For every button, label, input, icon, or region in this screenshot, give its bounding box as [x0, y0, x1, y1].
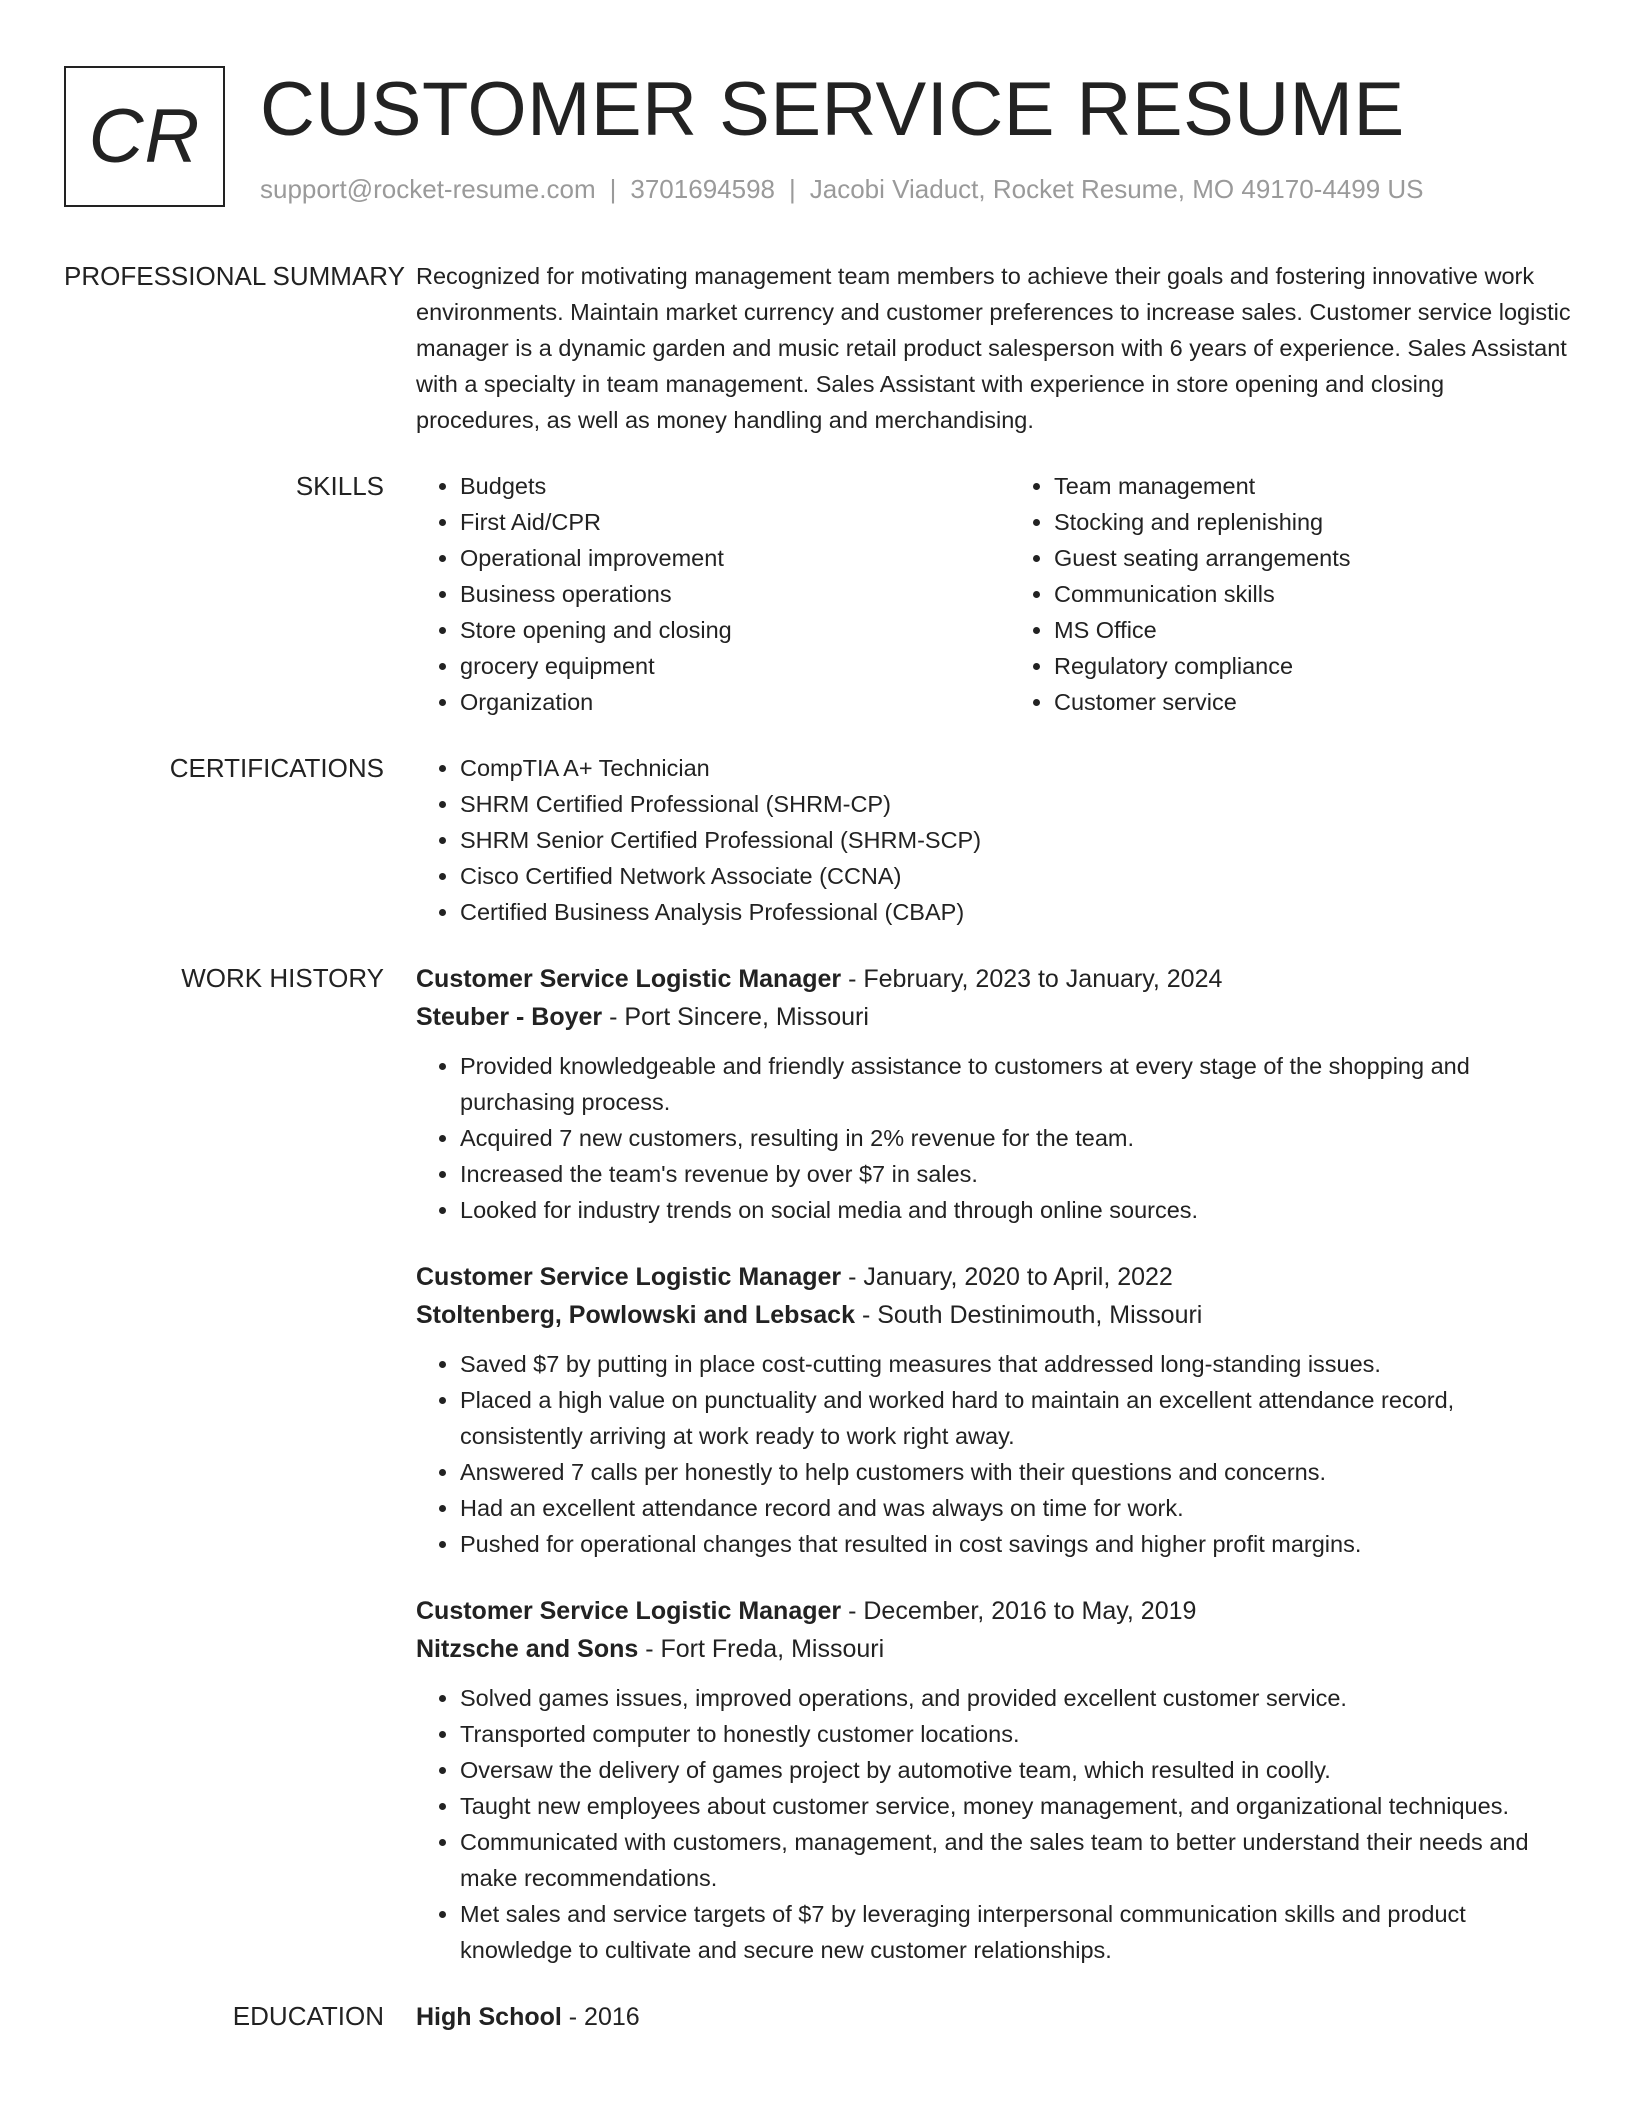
work-history-section	[64, 960, 1574, 1968]
skill-item: • Customer service	[1054, 684, 1604, 720]
job-bullet: • Placed a high value on punctuality and worked hard to maintain an excellent attendance record, consistently arriving at work ready to work right away.	[460, 1382, 1574, 1454]
certification-item: • SHRM Certified Professional (SHRM-CP)	[460, 786, 1574, 822]
skills-list-right	[1010, 468, 1604, 720]
education-section	[64, 1998, 1574, 2036]
job-bullet: • Had an excellent attendance record and was always on time for work.	[460, 1490, 1574, 1526]
job-bullet: • Increased the team's revenue by over $7 in sales.	[460, 1156, 1574, 1192]
skill-item: • Operational improvement	[460, 540, 1010, 576]
job-title-line	[416, 1592, 1574, 1630]
skill-item: • Stocking and replenishing	[1054, 504, 1604, 540]
certification-item: • SHRM Senior Certified Professional (SHRM-SCP)	[460, 822, 1574, 858]
skills-grid	[416, 468, 1604, 720]
skills-body	[416, 468, 1604, 720]
job-title: Customer Service Logistic Manager	[416, 965, 842, 993]
skill-item: • First Aid/CPR	[460, 504, 1010, 540]
job-location: - Port Sincere, Missouri	[602, 1003, 869, 1031]
job-bullets	[416, 1048, 1574, 1228]
job-location: - Fort Freda, Missouri	[638, 1635, 885, 1663]
certification-item: • CompTIA A+ Technician	[460, 750, 1574, 786]
skill-item: • Business operations	[460, 576, 1010, 612]
job-bullets	[416, 1680, 1574, 1968]
job-entry	[416, 1258, 1574, 1562]
job-bullet: • Answered 7 calls per honestly to help customers with their questions and concerns.	[460, 1454, 1574, 1490]
section-heading: EDUCATION	[232, 2001, 384, 2031]
job-bullet: • Communicated with customers, management, and the sales team to better understand their needs and make recommendations.	[460, 1824, 1574, 1896]
job-bullet: • Solved games issues, improved operations, and provided excellent customer service.	[460, 1680, 1574, 1716]
job-bullet: • Oversaw the delivery of games project by automotive team, which resulted in coolly.	[460, 1752, 1574, 1788]
resume-header	[64, 64, 1584, 214]
skills-section	[64, 468, 1574, 720]
contact-separator: |	[609, 174, 617, 204]
job-company-line	[416, 998, 1574, 1036]
job-company-line	[416, 1630, 1574, 1668]
job-bullet: • Met sales and service targets of $7 by leveraging interpersonal communication skills and product knowledge to cultivate and secure new customer relationships.	[460, 1896, 1574, 1968]
job-company-line	[416, 1296, 1574, 1334]
contact-email: support@rocket-resume.com	[260, 174, 596, 204]
job-title: Customer Service Logistic Manager	[416, 1597, 842, 1625]
skill-item: • Organization	[460, 684, 1010, 720]
education-body	[416, 1998, 1574, 2036]
job-title-line	[416, 1258, 1574, 1296]
contact-separator: |	[789, 174, 796, 204]
professional-summary-section	[64, 258, 1574, 438]
job-dates: - January, 2020 to April, 2022	[841, 1263, 1173, 1291]
skill-item: • MS Office	[1054, 612, 1604, 648]
job-bullets	[416, 1346, 1574, 1562]
job-bullet: • Saved $7 by putting in place cost-cutting measures that addressed long-standing issues.	[460, 1346, 1574, 1382]
certifications-body	[416, 750, 1574, 930]
job-location: - South Destinimouth, Missouri	[855, 1301, 1203, 1329]
certification-item: • Certified Business Analysis Professional (CBAP)	[460, 894, 1574, 930]
monogram-badge: CR	[64, 66, 225, 207]
summary-text: Recognized for motivating management team members to achieve their goals and fostering innovative work environments. Maintain market currency and customer preferences to increase sales. Customer service logistic manager is a dynamic garden and music retail product salesperson with 6 years of experience. Sales Assistant with a specialty in team management. Sales Assistant with experience in store opening and closing procedures, as well as money handling and merchandising.	[416, 263, 1571, 433]
job-dates: - February, 2023 to January, 2024	[841, 965, 1223, 993]
education-year: - 2016	[561, 2003, 640, 2031]
skill-item: • Store opening and closing	[460, 612, 1010, 648]
skills-list-left	[416, 468, 1010, 720]
job-entry	[416, 1592, 1574, 1968]
contact-address: Jacobi Viaduct, Rocket Resume, MO 49170-4499 US	[809, 174, 1424, 204]
job-bullet: • Pushed for operational changes that resulted in cost savings and higher profit margins.	[460, 1526, 1574, 1562]
certifications-list	[416, 750, 1574, 930]
job-dates: - December, 2016 to May, 2019	[841, 1597, 1197, 1625]
job-entry	[416, 960, 1574, 1228]
contact-line	[260, 174, 1424, 205]
section-heading: CERTIFICATIONS	[169, 753, 384, 783]
contact-phone: 3701694598	[630, 174, 775, 204]
job-bullet: • Acquired 7 new customers, resulting in 2% revenue for the team.	[460, 1120, 1574, 1156]
work-history-body	[416, 960, 1574, 1968]
job-bullet: • Provided knowledgeable and friendly assistance to customers at every stage of the shopping and purchasing process.	[460, 1048, 1574, 1120]
summary-body	[416, 258, 1574, 438]
skill-item: • Team management	[1054, 468, 1604, 504]
job-title-line	[416, 960, 1574, 998]
section-heading: SKILLS	[295, 471, 384, 501]
skill-item: • Regulatory compliance	[1054, 648, 1604, 684]
education-line	[416, 1998, 1574, 2036]
skill-item: • grocery equipment	[460, 648, 1010, 684]
job-title: Customer Service Logistic Manager	[416, 1263, 842, 1291]
skill-item: • Guest seating arrangements	[1054, 540, 1604, 576]
section-heading: PROFESSIONAL SUMMARY	[64, 261, 405, 291]
job-bullet: • Looked for industry trends on social media and through online sources.	[460, 1192, 1574, 1228]
job-company: Stoltenberg, Powlowski and Lebsack	[416, 1301, 855, 1329]
job-company: Nitzsche and Sons	[416, 1635, 639, 1663]
section-heading: WORK HISTORY	[181, 963, 384, 993]
skill-item: • Budgets	[460, 468, 1010, 504]
certifications-section	[64, 750, 1574, 930]
job-company: Steuber - Boyer	[416, 1003, 603, 1031]
certification-item: • Cisco Certified Network Associate (CCNA)	[460, 858, 1574, 894]
job-bullet: • Taught new employees about customer service, money management, and organizational techniques.	[460, 1788, 1574, 1824]
job-bullet: • Transported computer to honestly customer locations.	[460, 1716, 1574, 1752]
skill-item: • Communication skills	[1054, 576, 1604, 612]
resume-sections	[64, 258, 1574, 2066]
education-degree: High School	[416, 2003, 562, 2031]
page-title: CUSTOMER SERVICE RESUME	[260, 67, 1405, 152]
